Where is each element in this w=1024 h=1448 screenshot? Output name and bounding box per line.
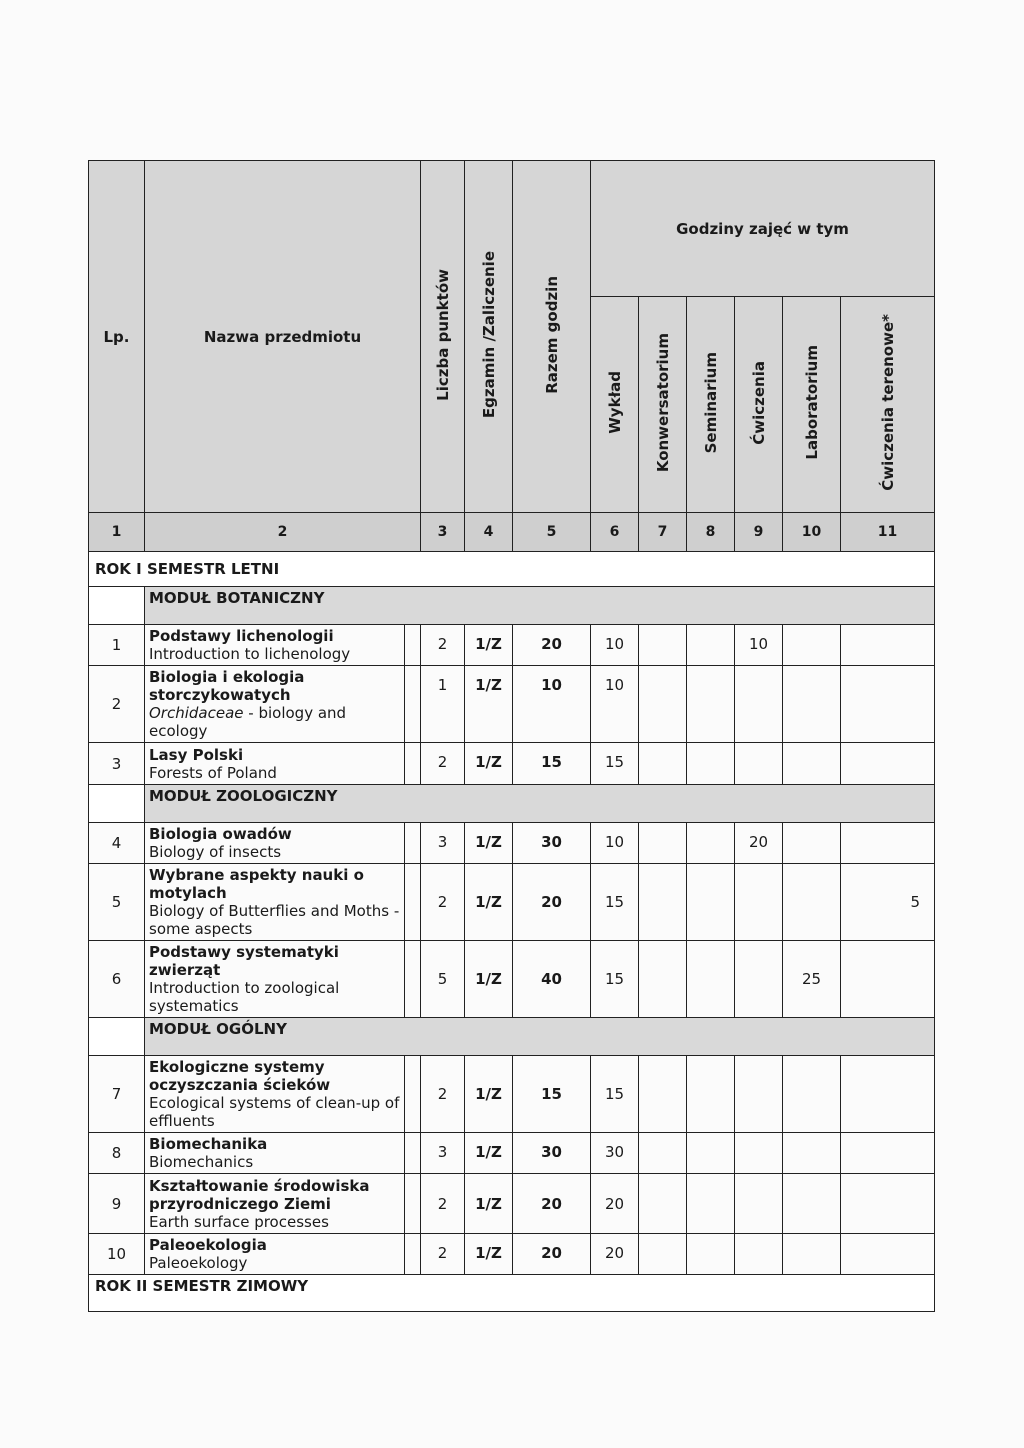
col-number: 8 (687, 513, 735, 552)
module-title: MODUŁ OGÓLNY (145, 1018, 935, 1056)
table-row: 8 Biomechanika Biomechanics 3 1/Z 30 30 (89, 1133, 935, 1174)
subject-name: Biomechanika Biomechanics (145, 1133, 405, 1174)
header-laboratorium: Laboratorium (783, 297, 841, 513)
col-number: 5 (513, 513, 591, 552)
subject-name: Podstawy lichenologii Introduction to lichenology (145, 625, 405, 666)
subject-name: Wybrane aspekty nauki o motylach Biology of Butterflies and Moths - some aspects (145, 864, 405, 941)
subject-name: Podstawy systematyki zwierząt Introduction to zoological systematics (145, 941, 405, 1018)
col-number: 1 (89, 513, 145, 552)
curriculum-table (88, 160, 935, 1312)
col-number: 2 (145, 513, 421, 552)
subject-name: Paleoekologia Paleoekology (145, 1234, 405, 1275)
header-wyklad: Wykład (591, 297, 639, 513)
col-number: 4 (465, 513, 513, 552)
subject-name: Ekologiczne systemy oczyszczania ścieków Ecological systems of clean-up of effluents (145, 1056, 405, 1133)
header-konwersatorium: Konwersatorium (639, 297, 687, 513)
table-row: 1 Podstawy lichenologii Introduction to lichenology 2 1/Z 20 10 10 (89, 625, 935, 666)
col-number: 6 (591, 513, 639, 552)
table-row: 10 Paleoekologia Paleoekology 2 1/Z 20 20 (89, 1234, 935, 1275)
table-row: 7 Ekologiczne systemy oczyszczania ścieków Ecological systems of clean-up of effluents 2 1/Z 15 15 (89, 1056, 935, 1133)
table-row: 6 Podstawy systematyki zwierząt Introduction to zoological systematics 5 1/Z 40 15 25 (89, 941, 935, 1018)
header-cwiczenia-terenowe: Ćwiczenia terenowe* (841, 297, 935, 513)
col-number: 7 (639, 513, 687, 552)
col-number: 11 (841, 513, 935, 552)
header-lp: Lp. (89, 161, 145, 513)
table-row: 4 Biologia owadów Biology of insects 3 1/Z 30 10 20 (89, 823, 935, 864)
header-razem-godzin: Razem godzin (513, 161, 591, 513)
section-title: ROK II SEMESTR ZIMOWY (89, 1275, 935, 1312)
header-seminarium: Seminarium (687, 297, 735, 513)
header-nazwa: Nazwa przedmiotu (145, 161, 421, 513)
table-row: 2 Biologia i ekologia storczykowatych Orchidaceae - biology and ecology 1 1/Z 10 10 (89, 666, 935, 743)
header-cwiczenia: Ćwiczenia (735, 297, 783, 513)
module-title: MODUŁ BOTANICZNY (145, 587, 935, 625)
table-row: 5 Wybrane aspekty nauki o motylach Biology of Butterflies and Moths - some aspects 2 1/Z 20 15 5 (89, 864, 935, 941)
subject-name: Kształtowanie środowiska przyrodniczego Ziemi Earth surface processes (145, 1174, 405, 1234)
col-number: 9 (735, 513, 783, 552)
subject-name: Biologia owadów Biology of insects (145, 823, 405, 864)
header-godziny-zajec: Godziny zajęć w tym (591, 161, 935, 297)
header-egzamin: Egzamin /Zaliczenie (465, 161, 513, 513)
header-liczba-punktow: Liczba punktów (421, 161, 465, 513)
col-number: 3 (421, 513, 465, 552)
subject-name: Lasy Polski Forests of Poland (145, 743, 405, 785)
table-row: 3 Lasy Polski Forests of Poland 2 1/Z 15 15 (89, 743, 935, 785)
section-title: ROK I SEMESTR LETNI (89, 552, 935, 587)
module-title: MODUŁ ZOOLOGICZNY (145, 785, 935, 823)
table-row: 9 Kształtowanie środowiska przyrodniczego Ziemi Earth surface processes 2 1/Z 20 20 (89, 1174, 935, 1234)
subject-name: Biologia i ekologia storczykowatych Orchidaceae - biology and ecology (145, 666, 405, 743)
col-number: 10 (783, 513, 841, 552)
